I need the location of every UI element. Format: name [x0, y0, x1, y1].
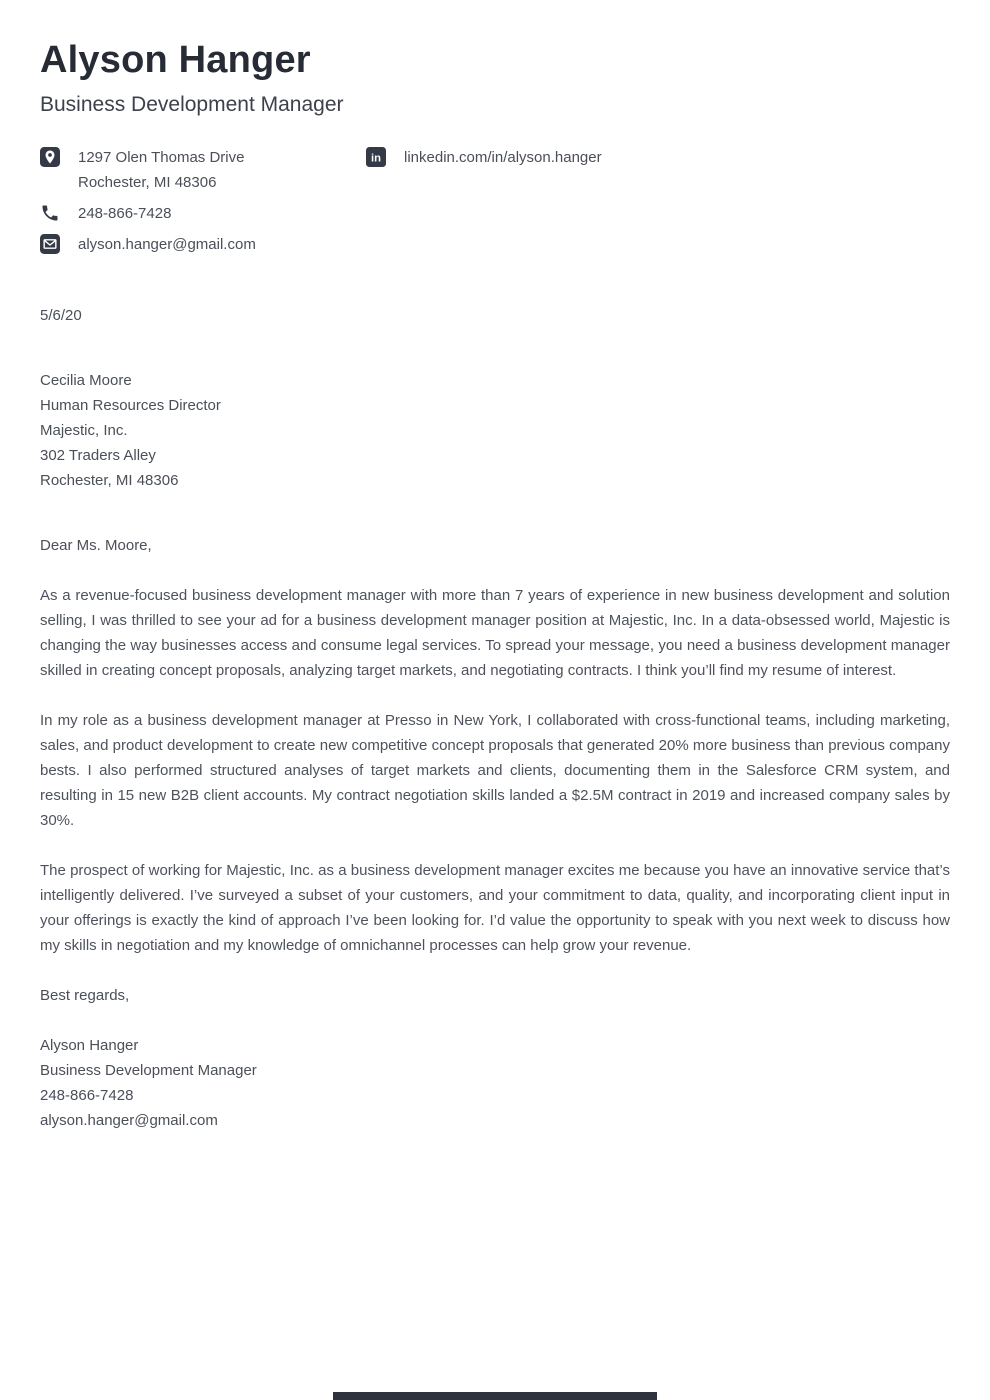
closing-line: Best regards, [40, 986, 130, 1004]
signature-name: Alyson Hanger [40, 1036, 139, 1054]
linkedin-text: linkedin.com/in/alyson.hanger [404, 148, 602, 166]
svg-text:in: in [371, 152, 381, 165]
recipient-block [40, 368, 950, 493]
email-text: alyson.hanger@gmail.com [78, 235, 256, 253]
letter-date: 5/6/20 [40, 306, 82, 324]
contact-phone-row [40, 201, 366, 226]
contact-address-row [40, 145, 366, 195]
contact-linkedin-row [366, 145, 950, 170]
salutation: Dear Ms. Moore, [40, 536, 152, 554]
contact-column-right [366, 145, 950, 263]
phone-icon [40, 203, 60, 223]
body-paragraph-1: As a revenue-focused business development manager with more than 7 years of experience in new business development and solution selling, I was thrilled to see your ad for a business development manager position at Majestic, Inc. In a data-obsessed world, Majestic is changing the way businesses access and consume legal services. To spread your message, you need a business development manager skilled in creating concept proposals, analyzing target markets, and negotiating contracts. I think you’ll find my resume of interest. [40, 586, 950, 679]
phone-text: 248-866-7428 [78, 204, 172, 222]
body-paragraph-2: In my role as a business development manager at Presso in New York, I collaborated with cross-functional teams, including marketing, sales, and product development to create new competitive concept proposals that generated 20% more business than previous company bests. I also performed structured analyses of target markets and clients, documenting them in the Salesforce CRM system, and resulting in 15 new B2B client accounts. My contract negotiation skills landed a $2.5M contract in 2019 and increased company sales by 30%. [40, 711, 950, 829]
address-text [78, 145, 244, 195]
recipient-city: Rochester, MI 48306 [40, 471, 179, 489]
signature-block [40, 1033, 950, 1133]
signature-title: Business Development Manager [40, 1061, 257, 1079]
contact-column-left [40, 145, 366, 263]
recipient-title: Human Resources Director [40, 396, 221, 414]
address-line-2: Rochester, MI 48306 [78, 173, 217, 191]
body-paragraph-3: The prospect of working for Majestic, Inc. as a business development manager excites me because you have an innovative service that’s intelligently delivered. I’ve surveyed a subset of your customers, and your commitment to data, quality, and incorporating client input in your offerings is exactly the kind of approach I’ve been looking for. I’d value the opportunity to speak with you next week to discuss how my skills in negotiation and my knowledge of omnichannel processes can help grow your revenue. [40, 861, 950, 954]
recipient-street: 302 Traders Alley [40, 446, 156, 464]
footer-accent-bar [333, 1392, 657, 1400]
contact-section [40, 145, 950, 263]
contact-email-row [40, 232, 366, 257]
recipient-company: Majestic, Inc. [40, 421, 128, 439]
recipient-name: Cecilia Moore [40, 371, 132, 389]
linkedin-icon [366, 147, 386, 167]
address-line-1: 1297 Olen Thomas Drive [78, 148, 245, 166]
signature-phone: 248-866-7428 [40, 1086, 134, 1104]
envelope-icon [40, 234, 60, 254]
person-name: Alyson Hanger [40, 39, 311, 81]
map-pin-icon [40, 147, 60, 167]
person-job-title: Business Development Manager [40, 92, 344, 116]
signature-email: alyson.hanger@gmail.com [40, 1111, 218, 1129]
